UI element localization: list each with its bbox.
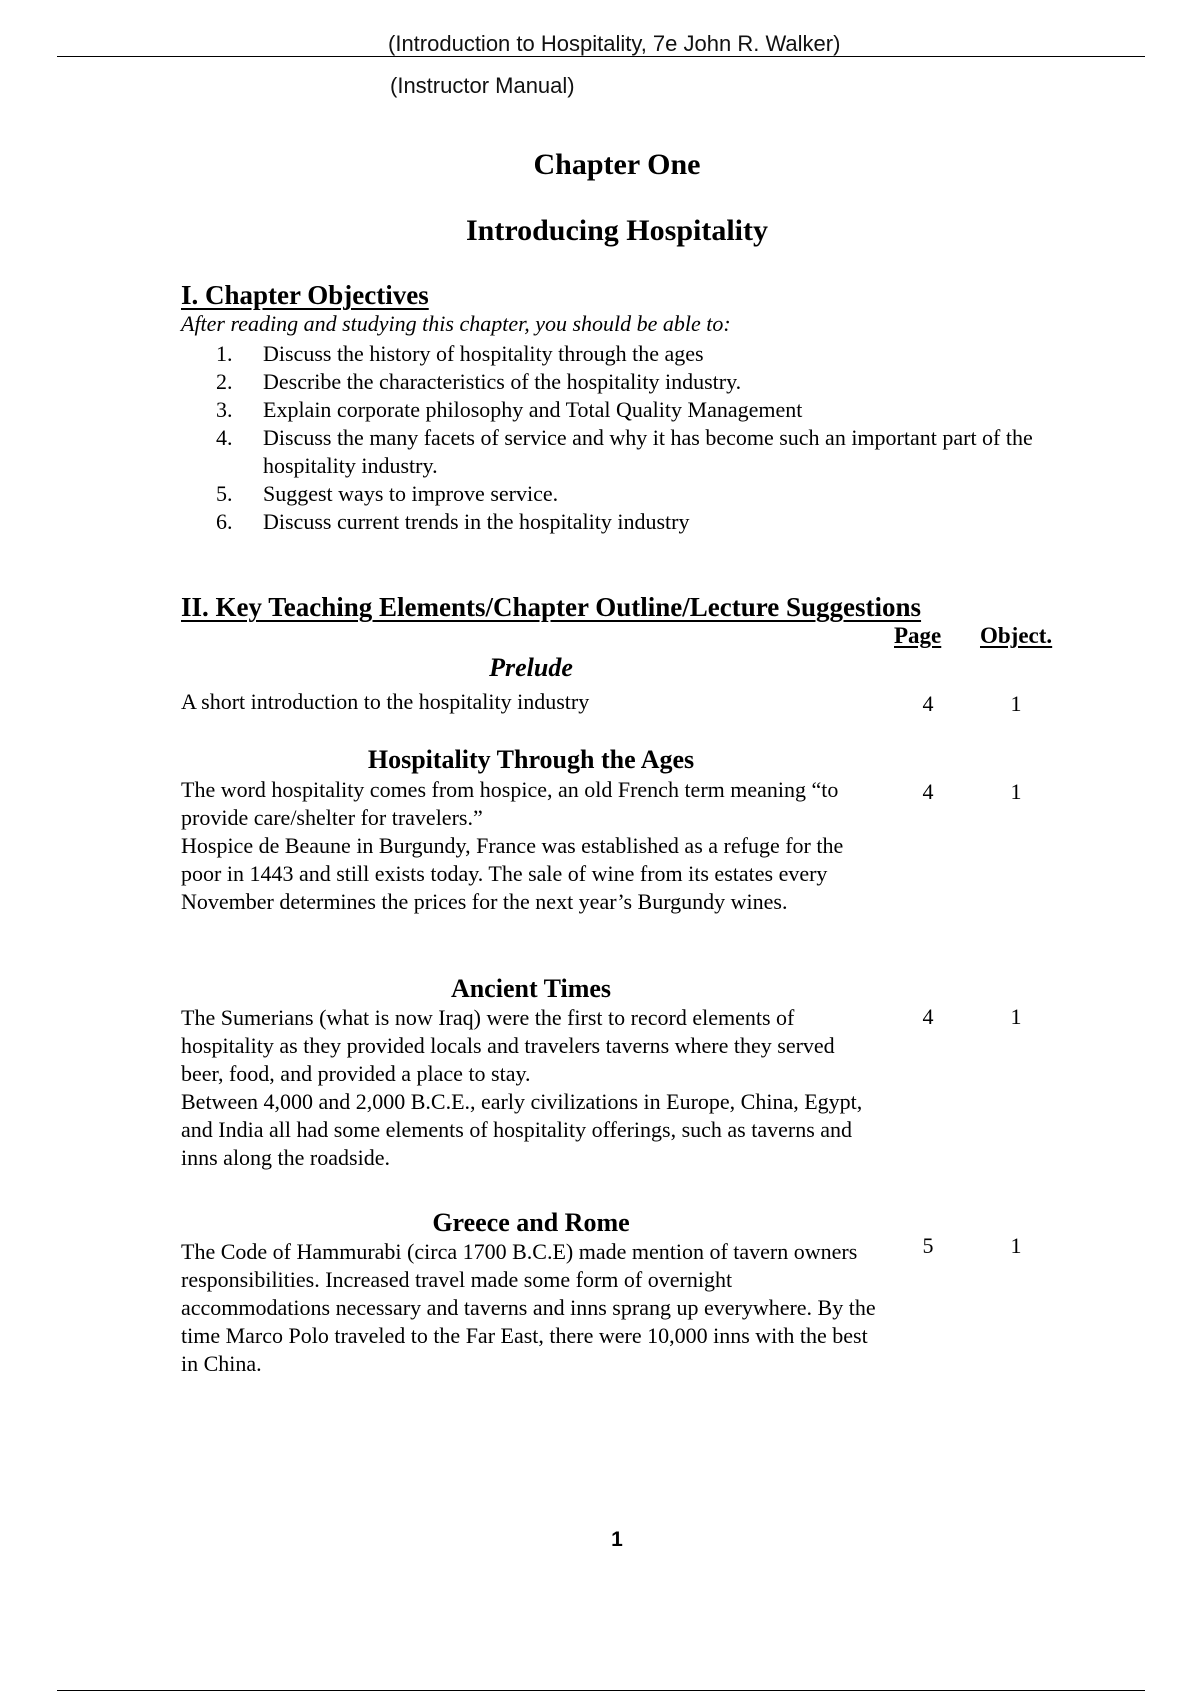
section-body-hospitality-ages (181, 776, 881, 916)
objective-text: Discuss current trends in the hospitality industry (263, 509, 690, 534)
section-body-prelude (181, 688, 881, 716)
teaching-heading: II. Key Teaching Elements/Chapter Outline/Lecture Suggestions (181, 592, 922, 622)
section-page-number: 5 (922, 1233, 934, 1258)
objective-text: Discuss the many facets of service and why it has become such an important part of the hospitality industry. (263, 425, 1033, 478)
section-paragraph: A short introduction to the hospitality industry (181, 689, 590, 714)
section-body-greece-rome (181, 1238, 881, 1378)
section-paragraph: Between 4,000 and 2,000 B.C.E., early civilizations in Europe, China, Egypt, and India all had some elements of hospitality offerings, such as taverns and inns along the roadside. (181, 1089, 863, 1170)
objective-text: Suggest ways to improve service. (263, 481, 559, 506)
objective-number: 4. (216, 425, 233, 450)
objective-number: 3. (216, 397, 233, 422)
section-paragraph: The word hospitality comes from hospice, an old French term meaning “to provide care/shelter for travelers.” (181, 777, 839, 830)
section-paragraph: The Sumerians (what is now Iraq) were the first to record elements of hospitality as they provided locals and travelers taverns where they served beer, food, and provided a place to stay. (181, 1005, 835, 1086)
section-heading-greece-rome: Greece and Rome (432, 1208, 630, 1237)
section-page-number: 4 (922, 1004, 934, 1029)
section-objective-number: 1 (1010, 1233, 1022, 1258)
objective-text: Describe the characteristics of the hospitality industry. (263, 369, 742, 394)
footer-rule (57, 1690, 1145, 1691)
objective-item (181, 368, 1081, 396)
section-page-number: 4 (922, 779, 934, 804)
objective-number: 1. (216, 341, 233, 366)
section-heading-hospitality-ages: Hospitality Through the Ages (367, 745, 695, 774)
page-column-header: Page (894, 623, 942, 648)
section-heading-prelude: Prelude (489, 653, 573, 682)
objectives-heading: I. Chapter Objectives (181, 280, 429, 310)
section-objective-number: 1 (1010, 691, 1022, 716)
objective-item (181, 340, 1081, 368)
objective-number: 5. (216, 481, 233, 506)
section-objective-number: 1 (1010, 779, 1022, 804)
objective-item (181, 396, 1081, 424)
objectives-intro: After reading and studying this chapter, you should be able to: (181, 311, 731, 336)
objectives-list (181, 340, 1081, 536)
chapter-number-label: Chapter One (533, 148, 701, 181)
section-body-ancient-times (181, 1004, 881, 1172)
objective-column-header: Object. (980, 623, 1053, 648)
header-rule (57, 56, 1145, 57)
objective-item (181, 480, 1081, 508)
objective-item (181, 424, 1081, 480)
objective-number: 6. (216, 509, 233, 534)
section-page-number: 4 (922, 691, 934, 716)
header-book-title: (Introduction to Hospitality, 7e John R. Walker) (388, 31, 841, 56)
objective-text: Explain corporate philosophy and Total Quality Management (263, 397, 803, 422)
header-manual-label: (Instructor Manual) (390, 73, 575, 98)
section-objective-number: 1 (1010, 1004, 1022, 1029)
chapter-title: Introducing Hospitality (465, 214, 768, 247)
section-paragraph: Hospice de Beaune in Burgundy, France was established as a refuge for the poor in 1443 and still exists today. The sale of wine from its estates every November determines the prices for the next year’s Burgundy wines. (181, 833, 844, 914)
objective-item (181, 508, 1081, 536)
page-number: 1 (611, 1528, 623, 1551)
section-heading-ancient-times: Ancient Times (450, 974, 612, 1003)
objective-number: 2. (216, 369, 233, 394)
objective-text: Discuss the history of hospitality through the ages (263, 341, 704, 366)
section-paragraph: The Code of Hammurabi (circa 1700 B.C.E) made mention of tavern owners responsibilities. Increased travel made some form of overnight accommodations necessary and taverns and inns sprang up everywhere. By the time Marco Polo traveled to the Far East, there were 10,000 inns with the best in China. (181, 1239, 876, 1376)
